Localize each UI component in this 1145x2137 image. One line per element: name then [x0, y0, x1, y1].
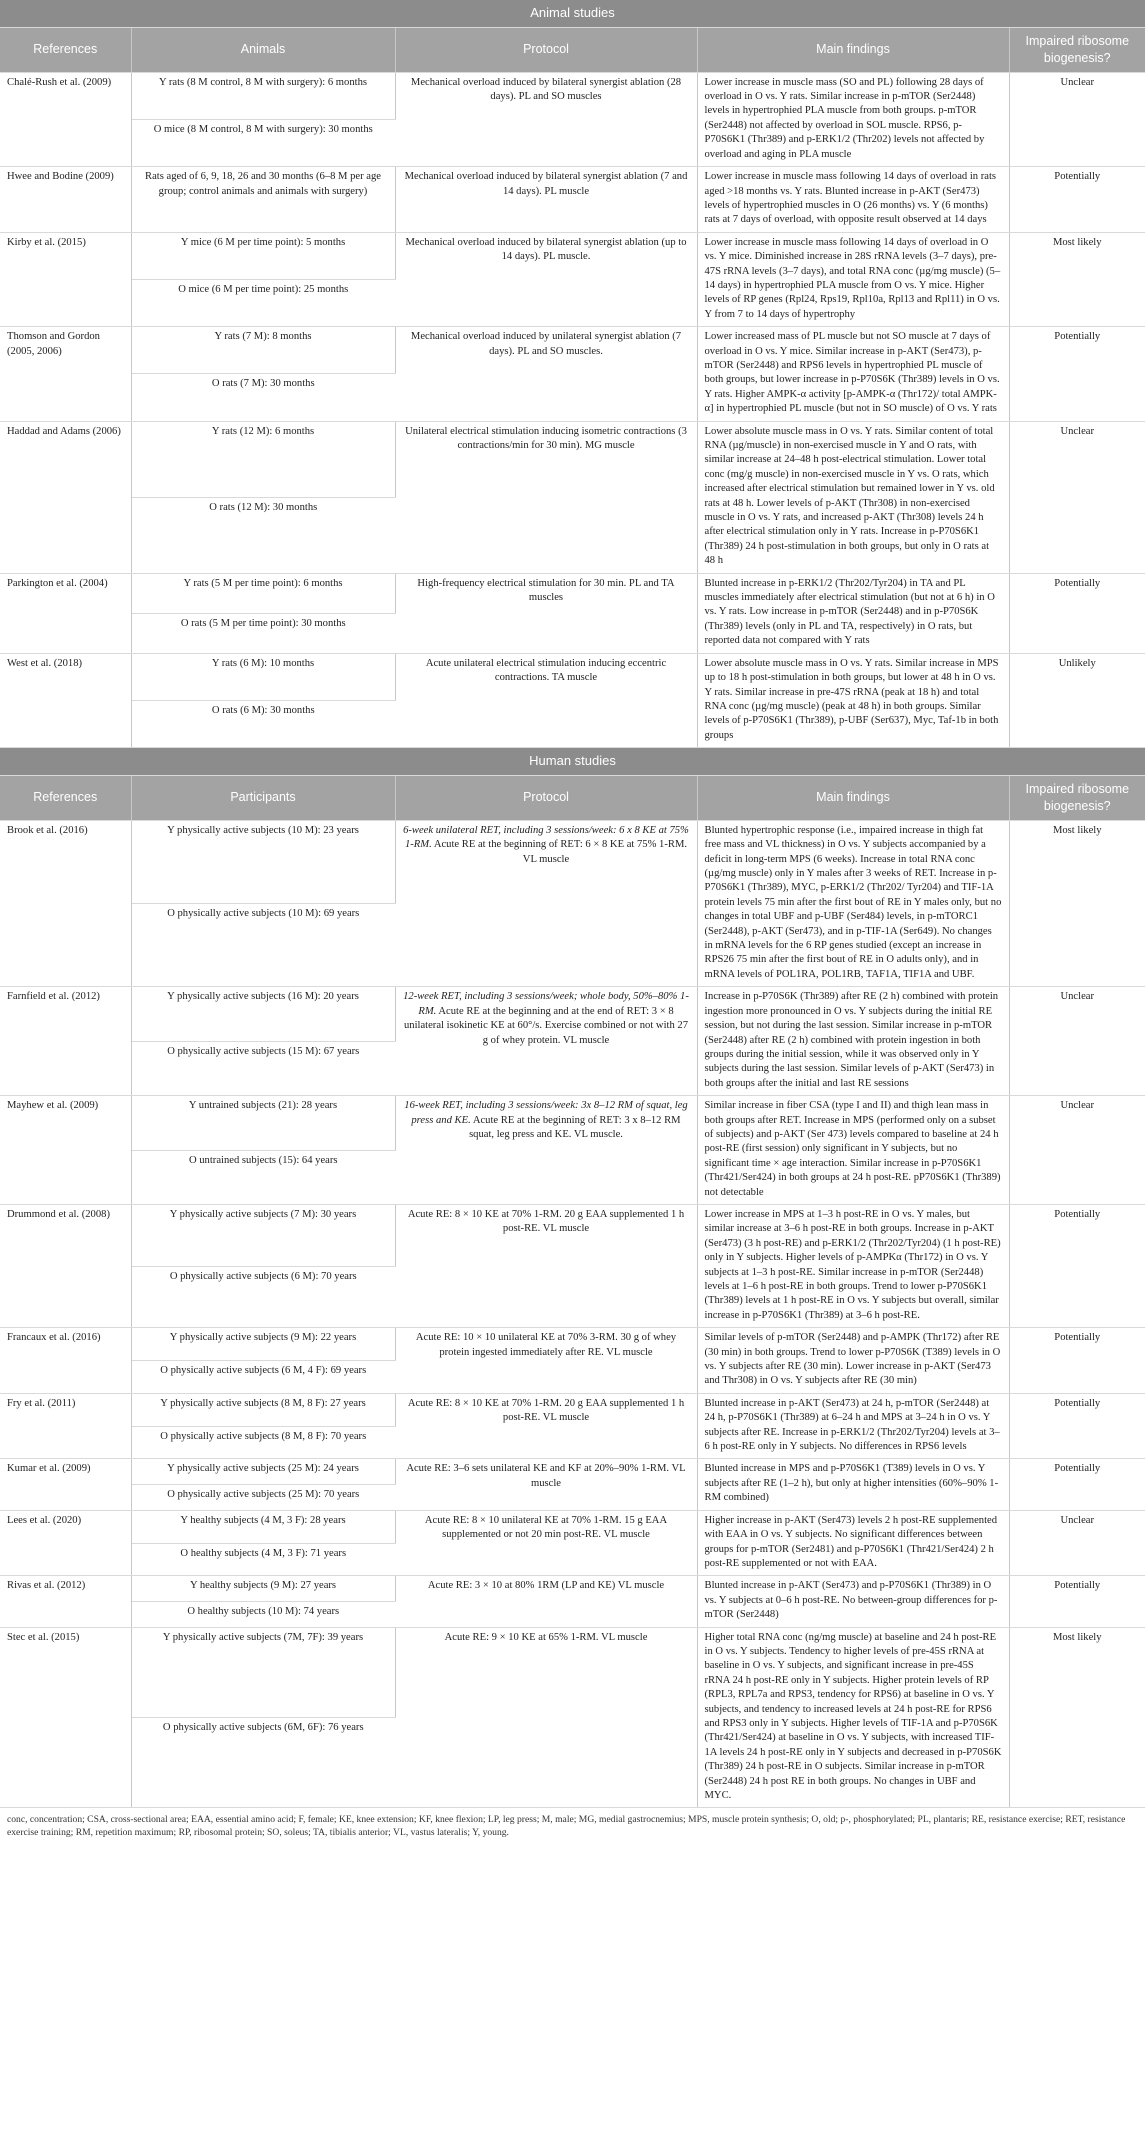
study-row: [0, 167, 1145, 233]
study-reference: Parkington et al. (2004): [0, 573, 131, 653]
study-subjects: O rats (7 M): 30 months: [131, 374, 395, 421]
study-subjects: Y rats (5 M per time point): 6 months: [131, 573, 395, 613]
protocol-text: Acute unilateral electrical stimulation inducing eccentric contractions. TA muscle: [425, 657, 667, 684]
study-subjects: Y untrained subjects (21): 28 years: [131, 1096, 395, 1150]
column-header: Protocol: [395, 27, 697, 72]
study-protocol: [395, 1510, 697, 1576]
impaired-ribosome-biogenesis: Unclear: [1009, 1096, 1145, 1205]
study-subjects: Y physically active subjects (25 M): 24 years: [131, 1459, 395, 1485]
impaired-ribosome-biogenesis: Unclear: [1009, 421, 1145, 573]
study-subjects: Y physically active subjects (7 M): 30 years: [131, 1204, 395, 1266]
study-row: [0, 1627, 1145, 1717]
study-protocol: [395, 232, 697, 326]
protocol-text: Acute RE: 3 × 10 at 80% 1RM (LP and KE) VL muscle: [427, 1580, 665, 1592]
study-row: [0, 1393, 1145, 1426]
study-reference: Chalé-Rush et al. (2009): [0, 72, 131, 166]
study-row: [0, 421, 1145, 497]
column-header: References: [0, 775, 131, 820]
study-subjects: O untrained subjects (15): 64 years: [131, 1150, 395, 1204]
study-subjects: Y mice (6 M per time point): 5 months: [131, 232, 395, 279]
column-header: Impaired ribosome biogenesis?: [1009, 775, 1145, 820]
study-protocol: [395, 1393, 697, 1459]
protocol-text: High-frequency electrical stimulation for 30 min. PL and TA muscles: [417, 577, 675, 604]
study-reference: Kumar et al. (2009): [0, 1459, 131, 1510]
study-main-findings: Higher increase in p-AKT (Ser473) levels 2 h post-RE supplemented with EAA in O vs. Y subjects. No significant differences between groups for p-mTOR (Ser2481) and p-P70S6K1 (Thr421/Ser424) 2 h post-RE supplemented or not with EAA.: [697, 1510, 1009, 1576]
impaired-ribosome-biogenesis: Potentially: [1009, 167, 1145, 233]
study-protocol: [395, 1459, 697, 1510]
impaired-ribosome-biogenesis: Most likely: [1009, 1627, 1145, 1808]
study-subjects: O physically active subjects (6 M, 4 F): 69 years: [131, 1361, 395, 1394]
study-subjects: Y healthy subjects (9 M): 27 years: [131, 1576, 395, 1602]
protocol-text: Mechanical overload induced by bilateral synergist ablation (up to 14 days). PL muscle.: [405, 236, 687, 263]
impaired-ribosome-biogenesis: Unclear: [1009, 1510, 1145, 1576]
study-reference: Fry et al. (2011): [0, 1393, 131, 1459]
protocol-text: Acute RE at the beginning of RET: 6 × 8 KE at 75% 1-RM. VL muscle: [433, 839, 688, 865]
table-footnote: conc, concentration; CSA, cross-sectional area; EAA, essential amino acid; F, female; KE, knee extension; KF, knee flexion; LP, leg press; M, male; MG, medial gastrocnemius; MPS, muscle protein synthesis; O, old; p-, phosphorylated; PL, plantaris; RE, resistance exercise; RET, resistance exercise training; RM, repetition maximum; RP, ribosomal protein; SO, soleus; TA, tibialis anterior; VL, vastus lateralis; Y, young.: [7, 1814, 1126, 1839]
study-main-findings: Lower absolute muscle mass in O vs. Y rats. Similar content of total RNA (µg/muscle) in non-exercised muscle in Y and O rats, with similar increase at 24–48 h post-electrical stimulation. Lower total conc (mg/g muscle) in non-exercised muscle in Y vs. O rats, which increased after electrical stimulation but remained lower in Y vs. old rats at 48 h. Lower levels of p-AKT (Thr308) in non-exercised muscle in O vs. Y rats, and increased p-AKT (Thr308) levels 24 h after electrical stimulation only in Y rats. Increase in p-P70S6K1 (Thr389) 24 h post-stimulation in both groups, but only in O rats at 48 h: [697, 421, 1009, 573]
study-main-findings: Blunted increase in p-ERK1/2 (Thr202/Tyr204) in TA and PL muscles immediately after electrical stimulation (but not at 6 h) in O vs. Y rats. Low increase in p-mTOR (Ser2448) and in p-P70S6K (Thr389) levels (only in PL and TA, respectively) in O rats, but reported data not compared with Y rats: [697, 573, 1009, 653]
study-subjects: Y physically active subjects (10 M): 23 years: [131, 820, 395, 903]
study-subjects: O physically active subjects (8 M, 8 F): 70 years: [131, 1426, 395, 1459]
study-main-findings: Blunted increase in p-AKT (Ser473) at 24 h, p-mTOR (Ser2448) at 24 h, p-P70S6K1 (Thr389) at 6–24 h and MPS at 3–24 h in O vs. Y subjects after RE. Increase in p-ERK1/2 (Thr202/Tyr204) levels at 3–6 h post-RE only in Y subjects. No differences in RPS6 levels: [697, 1393, 1009, 1459]
study-row: [0, 653, 1145, 700]
study-reference: Hwee and Bodine (2009): [0, 167, 131, 233]
study-protocol: [395, 1576, 697, 1627]
protocol-training-text: 6-week unilateral RET, including 3 sessions/week: 6 x 8 KE at 75% 1-RM.: [403, 824, 689, 851]
study-main-findings: Lower increase in muscle mass following 14 days of overload in O vs. Y mice. Diminished increase in 28S rRNA levels (3–7 days), pre-47S rRNA levels (3–7 days), and total RNA conc (µg/mg muscle) (5–14 days) in hypertrophied PLA muscle from O vs. Y mice. Higher levels of RP genes (Rpl24, Rps19, Rpl10a, Rpl13 and Rpl11) in O vs. Y from 7 to 14 days of hypertrophy: [697, 232, 1009, 326]
protocol-text: Unilateral electrical stimulation inducing isometric contractions (3 contractions/min for 30 min). MG muscle: [405, 425, 687, 452]
study-row: [0, 72, 1145, 119]
study-main-findings: Increase in p-P70S6K (Thr389) after RE (2 h) combined with protein ingestion more pronounced in O vs. Y subjects during the initial RE session, but not during the last session. Similar increase in p-mTOR (Ser2448) after RE (2 h) combined with protein ingestion in both groups during the initial session, while it was observed only in Y subjects during the last session. Similar levels of p-AKT (Ser473) in both groups after the initial and last RE sessions: [697, 987, 1009, 1096]
study-main-findings: Lower absolute muscle mass in O vs. Y rats. Similar increase in MPS up to 18 h post-stimulation in both groups, but lower at 48 h in O vs. Y rats. Similar increase in pre-47S rRNA (peak at 18 h) and total RNA conc (µg/mg muscle) (peak at 48 h) in both groups. Similar levels of p-P70S6K1 (Thr389), p-UBF (Ser637), Myc, Taf-1b in both groups: [697, 653, 1009, 747]
study-subjects: O mice (8 M control, 8 M with surgery): 30 months: [131, 119, 395, 166]
protocol-text: Acute RE: 9 × 10 KE at 65% 1-RM. VL muscle: [444, 1631, 648, 1643]
study-protocol: [395, 1328, 697, 1394]
study-main-findings: Blunted increase in MPS and p-P70S6K1 (T389) levels in O vs. Y subjects after RE (1–2 h), but only at higher intensities (60%–90% 1-RM combined): [697, 1459, 1009, 1510]
study-protocol: [395, 1627, 697, 1808]
column-header: References: [0, 27, 131, 72]
study-subjects: O physically active subjects (10 M): 69 years: [131, 904, 395, 987]
study-subjects: O physically active subjects (6 M): 70 years: [131, 1266, 395, 1328]
study-row: [0, 1328, 1145, 1361]
study-main-findings: Lower increased mass of PL muscle but not SO muscle at 7 days of overload in O vs. Y mice. Similar increase in p-AKT (Ser473), p-mTOR (Ser2448) and RPS6 levels in hypertrophied PL muscle of both groups, but lower increase in p-P70S6K (Thr389) levels in O vs. Y rats. Higher AMPK-α activity [p-AMPK-α (Thr172)/ total AMPK-α] in hypertrophied PL muscle (but not in SO muscle) of O vs. Y rats: [697, 327, 1009, 421]
study-row: [0, 1204, 1145, 1266]
study-subjects: Y rats (12 M): 6 months: [131, 421, 395, 497]
study-main-findings: Lower increase in muscle mass following 14 days of overload in rats aged >18 months vs. Y rats. Blunted increase in p-AKT (Ser473) levels of hypertrophied muscles in O (26 months) vs. Y (6 months) rats at 7 days of overload, with opposite result observed at 14 days: [697, 167, 1009, 233]
study-row: [0, 1096, 1145, 1150]
column-header: Protocol: [395, 775, 697, 820]
study-subjects: Y rats (8 M control, 8 M with surgery): 6 months: [131, 72, 395, 119]
study-subjects: O rats (12 M): 30 months: [131, 497, 395, 573]
study-main-findings: Higher total RNA conc (ng/mg muscle) at baseline and 24 h post-RE in O vs. Y subjects. Tendency to higher levels of pre-45S rRNA at baseline in O vs. Y subjects, and significant increase in pre-45S rRNA 24 h post-RE only in Y subjects. Higher protein levels of RP (RPL3, RPL7a and RPS3, tendency for RPS6) at baseline in O vs. Y subjects, and tendency to increased levels at 24 h post-RE for RPS6 and RPS3 only in Y subjects. Higher levels of TIF-1A and p-P70S6K (Thr421/Ser424) at baseline in O vs. Y subjects, with increased TIF-1A levels 24 h post-RE only in Y subjects and decreased in p-P70S6K (Thr389) 24 h post-RE in O subjects. Similar increase in p-mTOR (Ser2448) 24 h post RE in both groups. No changes in UBF and MYC.: [697, 1627, 1009, 1808]
impaired-ribosome-biogenesis: Potentially: [1009, 1576, 1145, 1627]
study-subjects: O mice (6 M per time point): 25 months: [131, 279, 395, 326]
impaired-ribosome-biogenesis: Potentially: [1009, 573, 1145, 653]
impaired-ribosome-biogenesis: Potentially: [1009, 1393, 1145, 1459]
study-row: [0, 820, 1145, 903]
protocol-text: Acute RE: 10 × 10 unilateral KE at 70% 3-RM. 30 g of whey protein ingested immediately after RE. VL muscle: [415, 1332, 677, 1358]
study-subjects: Y physically active subjects (8 M, 8 F): 27 years: [131, 1393, 395, 1426]
study-reference: West et al. (2018): [0, 653, 131, 747]
study-protocol: [395, 653, 697, 747]
study-reference: Mayhew et al. (2009): [0, 1096, 131, 1205]
study-subjects: O rats (5 M per time point): 30 months: [131, 613, 395, 653]
impaired-ribosome-biogenesis: Potentially: [1009, 1328, 1145, 1394]
study-subjects: Y rats (6 M): 10 months: [131, 653, 395, 700]
study-subjects: Rats aged of 6, 9, 18, 26 and 30 months (6–8 M per age group; control animals and animals with surgery): [131, 167, 395, 233]
study-protocol: [395, 1204, 697, 1327]
impaired-ribosome-biogenesis: Potentially: [1009, 327, 1145, 421]
study-protocol: [395, 327, 697, 421]
protocol-text: Acute RE: 8 × 10 KE at 70% 1-RM. 20 g EAA supplemented 1 h post-RE. VL muscle: [407, 1397, 685, 1424]
column-header: Impaired ribosome biogenesis?: [1009, 27, 1145, 72]
study-row: [0, 573, 1145, 613]
study-protocol: [395, 72, 697, 166]
impaired-ribosome-biogenesis: Potentially: [1009, 1459, 1145, 1510]
protocol-text: Acute RE: 3–6 sets unilateral KE and KF at 20%–90% 1-RM. VL muscle: [406, 1463, 686, 1489]
protocol-text: Acute RE at the beginning of RET: 3 x 8–12 RM squat, leg press and KE. VL muscle.: [469, 1114, 681, 1140]
protocol-text: Mechanical overload induced by bilateral synergist ablation (28 days). PL and SO muscles: [410, 76, 682, 103]
study-protocol: [395, 820, 697, 986]
protocol-text: Acute RE: 8 × 10 KE at 70% 1-RM. 20 g EAA supplemented 1 h post-RE. VL muscle: [407, 1208, 685, 1235]
study-subjects: O rats (6 M): 30 months: [131, 700, 395, 747]
protocol-text: Mechanical overload induced by bilateral synergist ablation (7 and 14 days). PL muscle: [404, 171, 688, 197]
study-reference: Stec et al. (2015): [0, 1627, 131, 1808]
protocol-training-text: 12-week RET, including 3 sessions/week; whole body, 50%–80% 1-RM.: [403, 991, 689, 1017]
impaired-ribosome-biogenesis: Potentially: [1009, 1204, 1145, 1327]
protocol-training-text: 16-week RET, including 3 sessions/week: 3x 8–12 RM of squat, leg press and KE.: [404, 1100, 688, 1126]
section-title: Animal studies: [0, 0, 1145, 27]
study-protocol: [395, 573, 697, 653]
column-header: Main findings: [697, 27, 1009, 72]
section-title: Human studies: [0, 748, 1145, 776]
study-subjects: O healthy subjects (4 M, 3 F): 71 years: [131, 1543, 395, 1576]
study-row: [0, 1459, 1145, 1485]
human-column-headers: [0, 775, 1145, 820]
study-reference: Farnfield et al. (2012): [0, 987, 131, 1096]
study-subjects: Y physically active subjects (16 M): 20 years: [131, 987, 395, 1041]
protocol-text: Acute RE at the beginning and at the end of RET: 3 × 8 unilateral isokinetic KE at 60°/s. Exercise combined or not with 27 g of whey protein. VL muscle: [403, 1005, 689, 1046]
study-subjects: Y healthy subjects (4 M, 3 F): 28 years: [131, 1510, 395, 1543]
column-header: Main findings: [697, 775, 1009, 820]
study-reference: Francaux et al. (2016): [0, 1328, 131, 1394]
column-header: Animals: [131, 27, 395, 72]
protocol-text: Acute RE: 8 × 10 unilateral KE at 70% 1-RM. 15 g EAA supplemented or not 20 min post-RE. VL muscle: [424, 1514, 668, 1541]
study-reference: Brook et al. (2016): [0, 820, 131, 986]
study-row: [0, 987, 1145, 1041]
study-subjects: Y physically active subjects (9 M): 22 years: [131, 1328, 395, 1361]
human-section-header: [0, 748, 1145, 776]
study-main-findings: Blunted hypertrophic response (i.e., impaired increase in thigh fat free mass and VL thickness) in O vs. Y subjects accompanied by a deficit in long-term MPS (6 weeks). Increase in total RNA conc (µg/mg muscle) only in Y males after 3 weeks of RET. Increase in p-P70S6K1 (Thr389), MYC, p-ERK1/2 (Thr202/ Tyr204) and TIF-1A protein levels 75 min after the first bout of RE in Y males only, but no changes in total UBF and p-UBF (Ser484) levels, in p-mTORC1 (Ser2448), p-AKT (Ser473), and in p-TIF-1A (Ser649). No changes in mRNA levels for the 6 RP genes studied (except an increase in RPS26 75 min after the first bout of RE in O adults only), and in mRNA levels of POL1RA, POL1RB, TAF1A, TIF1A and UBF.: [697, 820, 1009, 986]
study-protocol: [395, 1096, 697, 1205]
study-protocol: [395, 421, 697, 573]
study-main-findings: Blunted increase in p-AKT (Ser473) and p-P70S6K1 (Thr389) in O vs. Y subjects at 0–6 h post-RE. No between-group differences for p-mTOR (Ser2448): [697, 1576, 1009, 1627]
impaired-ribosome-biogenesis: Most likely: [1009, 232, 1145, 326]
study-subjects: O physically active subjects (25 M): 70 years: [131, 1485, 395, 1511]
impaired-ribosome-biogenesis: Unclear: [1009, 987, 1145, 1096]
study-reference: Drummond et al. (2008): [0, 1204, 131, 1327]
study-row: [0, 1576, 1145, 1602]
study-reference: Lees et al. (2020): [0, 1510, 131, 1576]
study-subjects: O healthy subjects (10 M): 74 years: [131, 1601, 395, 1627]
study-reference: Rivas et al. (2012): [0, 1576, 131, 1627]
animal-section-header: [0, 0, 1145, 27]
impaired-ribosome-biogenesis: Unclear: [1009, 72, 1145, 166]
study-subjects: O physically active subjects (6M, 6F): 76 years: [131, 1717, 395, 1807]
study-subjects: O physically active subjects (15 M): 67 years: [131, 1041, 395, 1095]
study-main-findings: Lower increase in MPS at 1–3 h post-RE in O vs. Y males, but similar increase at 3–6 h post-RE in both groups. Increase in p-AKT (Ser473) (3 h post-RE) and p-ERK1/2 (Thr202/Tyr204) (1 h post-RE) only in Y subjects. Higher levels of p-AMPKα (Thr172) in O vs. Y subjects at 1–3 h post-RE. Similar increase in p-mTOR (Ser2448) levels at 1–6 h post-RE in both groups. Trend to lower p-P70S6K1 (Thr389) levels at 1 h post-RE in O vs. Y subjects but overall, similar increase in p-P70S6K1 (Thr389) at 3–6 h post-RE.: [697, 1204, 1009, 1327]
study-subjects: Y physically active subjects (7M, 7F): 39 years: [131, 1627, 395, 1717]
study-row: [0, 1510, 1145, 1543]
protocol-text: Mechanical overload induced by unilateral synergist ablation (7 days). PL and SO muscles.: [410, 331, 682, 357]
column-header: Participants: [131, 775, 395, 820]
study-main-findings: Similar levels of p-mTOR (Ser2448) and p-AMPK (Thr172) after RE (30 min) in both groups. Trend to lower p-P70S6K (T389) levels in O vs. Y subjects after RE (30 min). Lower increase in p-AKT (Ser473 and Thr308) in O vs. Y subjects after RE (30 min): [697, 1328, 1009, 1394]
study-protocol: [395, 167, 697, 233]
study-main-findings: Similar increase in fiber CSA (type I and II) and thigh lean mass in both groups after RET. Increase in MPS (performed only on a subset of subjects) and p-AKT (Ser 473) levels compared to baseline at 24 h post-RE (first session) only significant in Y subjects, but no significant time × age interaction. Similar increase in p-P70S6K1 (Thr421/Ser424) in both groups at 24 h post-RE. pP70S6K1 (Thr389) not detectable: [697, 1096, 1009, 1205]
study-main-findings: Lower increase in muscle mass (SO and PL) following 28 days of overload in O vs. Y rats. Similar increase in p-mTOR (Ser2448) levels in hypertrophied PLA muscle from both groups. p-mTOR (Ser2448) not affected by overload in SOL muscle. RPS6, p-P70S6K1 (Thr389) and p-ERK1/2 (Thr202) levels not affected by overload and aging in PLA muscle: [697, 72, 1009, 166]
study-subjects: Y rats (7 M): 8 months: [131, 327, 395, 374]
impaired-ribosome-biogenesis: Most likely: [1009, 820, 1145, 986]
study-reference: Haddad and Adams (2006): [0, 421, 131, 573]
study-protocol: [395, 987, 697, 1096]
study-row: [0, 232, 1145, 279]
impaired-ribosome-biogenesis: Unlikely: [1009, 653, 1145, 747]
study-row: [0, 327, 1145, 374]
animal-column-headers: [0, 27, 1145, 72]
study-reference: Thomson and Gordon (2005, 2006): [0, 327, 131, 421]
study-reference: Kirby et al. (2015): [0, 232, 131, 326]
